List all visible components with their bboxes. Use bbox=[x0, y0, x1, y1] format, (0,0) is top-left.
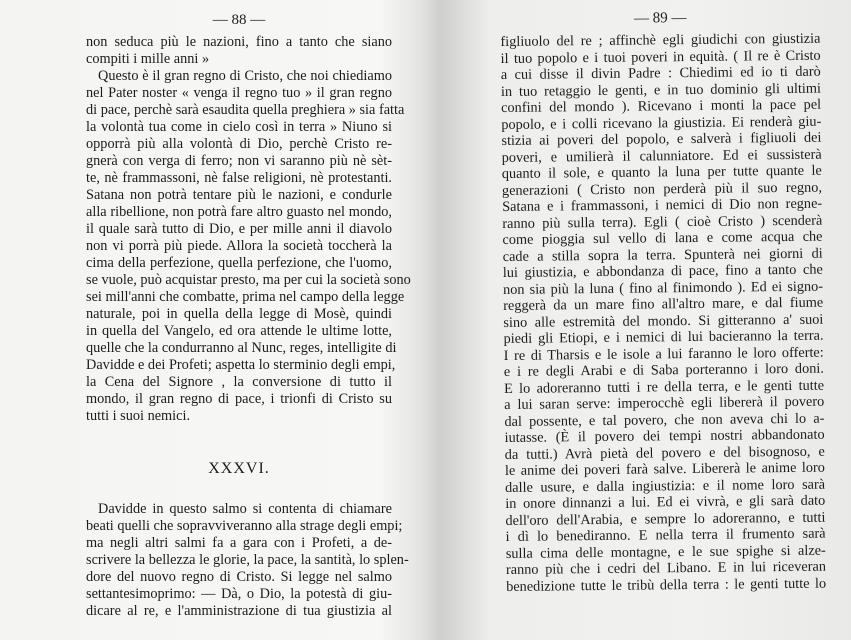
text-line: opporrà più alla volontà di Dio, perchè Cristo re- bbox=[86, 136, 392, 152]
text-line: cima della perfezione, quella perfezione, che l'uomo, bbox=[86, 255, 392, 271]
page-body bbox=[86, 34, 411, 620]
text-line: sei mill'anni che combatte, prima nel campo della legge bbox=[86, 289, 405, 305]
paragraph bbox=[86, 34, 392, 68]
text-line: reggerà da un mare fino all'altro mare, e dal fiume bbox=[503, 294, 824, 314]
text-line: quelle che la condurranno al Nunc, reges, intelligite di bbox=[86, 340, 397, 356]
text-line: ranno più che i cedri del Libano. E in lui riceveran bbox=[505, 558, 827, 578]
text-line: dalle usure, e dalla ingiustizia: e il nome loro sarà bbox=[505, 476, 826, 496]
text-line: figliuolo del re ; affinchè egli giudichi con giustizia bbox=[500, 30, 821, 50]
text-line: il tuo popolo e i tuoi poveri in equità. ( Il re è Cristo bbox=[500, 47, 821, 67]
text-line: la volontà tua come in cielo così in terra » Niuno si bbox=[86, 119, 392, 135]
text-line: i dì lo benediranno. E nella terra il frumento sarà bbox=[505, 525, 826, 545]
text-line: cade a stilla sopra la terra. Spunterà nei giorni di bbox=[502, 245, 823, 265]
text-line: te, nè frammassoni, nè false religioni, nè protestanti. bbox=[86, 170, 392, 186]
text-line: dore del nuovo regno di Cristo. Si legge nel salmo bbox=[86, 569, 392, 585]
text-line: ma negli altri salmi fa a gara con i Profeti, a de- bbox=[86, 535, 392, 551]
text-line: Satana non potrà tentare più le nazioni, e condurle bbox=[86, 187, 392, 203]
text-line: confini del mondo ). Ricevano i monti la pace pel bbox=[501, 96, 822, 116]
paragraph bbox=[86, 68, 411, 425]
text-line: a cui disse il divin Padre : Chiedimi ed io ti darò bbox=[500, 63, 821, 83]
text-line: mondo, il gran regno di pace, i trionfi di Cristo su bbox=[86, 391, 392, 407]
page-body bbox=[500, 31, 826, 595]
text-line: iutasse. (È il povero dei tempi nostri abbandonato bbox=[504, 426, 825, 446]
text-line: naturale, poi in quella della legge di Mosè, quindi bbox=[86, 306, 392, 322]
text-line: le anime dei poveri farà salve. Libererà le anime loro bbox=[504, 459, 825, 479]
text-line: gnerà con verga di ferro; non vi saranno più nè sèt- bbox=[86, 153, 392, 169]
text-line: Davidde e dei Profeti; aspetta lo sterminio degli empi, bbox=[86, 357, 396, 373]
text-line: dicare al re, e l'amministrazione di tua giustizia al bbox=[86, 603, 392, 619]
text-line: dal possente, e tal povero, che non aveva chi lo a- bbox=[504, 410, 825, 430]
text-line: non sia più la luna ( fino al finimondo ). Ed ei signo- bbox=[502, 278, 824, 298]
text-line: poveri, e umilierà il calunniatore. Ed ei sussisterà bbox=[501, 146, 822, 166]
text-line: sino alle estremità del mondo. Si gitteranno a' suoi bbox=[503, 311, 824, 331]
text-line: Davidde in questo salmo si contenta di chiamare bbox=[98, 501, 392, 517]
text-line: la Cena del Signore , la conversione di tutto il bbox=[86, 374, 392, 390]
chapter-heading: XXXVI. bbox=[208, 460, 270, 477]
text-line: sulla cima delle montagne, e le sue spighe si alze- bbox=[505, 542, 826, 562]
text-line: non vi porrà più piede. Allora la società toccherà la bbox=[86, 238, 392, 254]
page-number: — 89 — bbox=[633, 10, 687, 27]
text-line: Questo è il gran regno di Cristo, che noi chiediamo bbox=[98, 68, 392, 84]
text-line: tutti i suoi nemici. bbox=[86, 408, 191, 424]
text-line: settantesimoprimo: — Dà, o Dio, la potestà di giu- bbox=[86, 586, 392, 602]
text-line: I re di Tharsis e le isole a lui faranno le loro offerte: bbox=[503, 344, 824, 364]
text-line: stizia ai poveri del popolo, e salverà i figliuoli dei bbox=[501, 129, 822, 149]
paragraph bbox=[500, 31, 826, 595]
text-line: alla ribellione, non potrà fare altro guasto nel mondo, bbox=[86, 204, 392, 220]
text-line: in tuo retaggio le genti, e in tuo dominio gli ultimi bbox=[500, 80, 822, 100]
text-line: lui giustizia, e abbondanza di pace, fino a tanto che bbox=[502, 261, 823, 281]
page-number: — 88 — bbox=[212, 12, 266, 28]
text-line: se vuole, può acquistar presto, ma per cui la società sono bbox=[86, 272, 411, 288]
text-line: generazioni ( Cristo non perderà più il suo regno, bbox=[501, 179, 823, 199]
text-line: e i re degli Arabi e di Saba porteranno i loro doni. bbox=[503, 360, 824, 380]
text-line: E lo adoreranno tutti i re della terra, e le genti tutte bbox=[503, 377, 825, 397]
text-line: Satana e i frammassoni, i nemici di Dio non regne- bbox=[502, 195, 823, 215]
text-line: compiti i mille anni » bbox=[86, 51, 210, 67]
text-line: di pace, perchè sarà esaudita quella preghiera » sia fatta bbox=[86, 102, 405, 118]
text-line: a lui saran serve: imperocchè egli libererà il povero bbox=[504, 393, 825, 413]
text-line: da tutti.) Avrà pietà del povero e del bisognoso, e bbox=[504, 443, 825, 463]
text-line: il quale sarà tutto di Dio, e per mille anni il diavolo bbox=[86, 221, 392, 237]
paragraph bbox=[86, 501, 409, 620]
text-line: scrivere la bellezza le glorie, la pace, la santità, lo splen- bbox=[86, 552, 409, 568]
text-line: piedi gli Etiopi, e i nemici di lui bacieranno la terra. bbox=[503, 327, 824, 347]
text-line: in quella del Vangelo, ed ora attende le ultime lotte, bbox=[86, 323, 392, 339]
text-line: dell'oro dell'Arabia, e sempre lo adoreranno, e tutti bbox=[505, 509, 826, 529]
text-line: in onore dinnanzi a lui. Ed ei vivrà, e gli sarà dato bbox=[505, 492, 826, 512]
text-line: ranno più sulla terra). Egli ( cioè Cristo ) scenderà bbox=[502, 212, 823, 232]
text-line: non seduca più le nazioni, fino a tanto che siano bbox=[86, 34, 392, 50]
text-line: benedizione tutte le tribù della terra : le genti tutte lo bbox=[506, 575, 827, 595]
text-line: beati quelli che sopravviveranno alla strage degli empi; bbox=[86, 518, 403, 534]
text-line: popolo, e i colli ricevano la giustizia. Ei renderà giu- bbox=[501, 113, 822, 133]
text-line: come pioggia sul vello di lana e come acqua che bbox=[502, 228, 823, 248]
text-line: nel Pater noster « venga il regno tuo » il gran regno bbox=[86, 85, 392, 101]
text-line: quanto il sole, e quanto la luna per tutte quante le bbox=[501, 162, 822, 182]
